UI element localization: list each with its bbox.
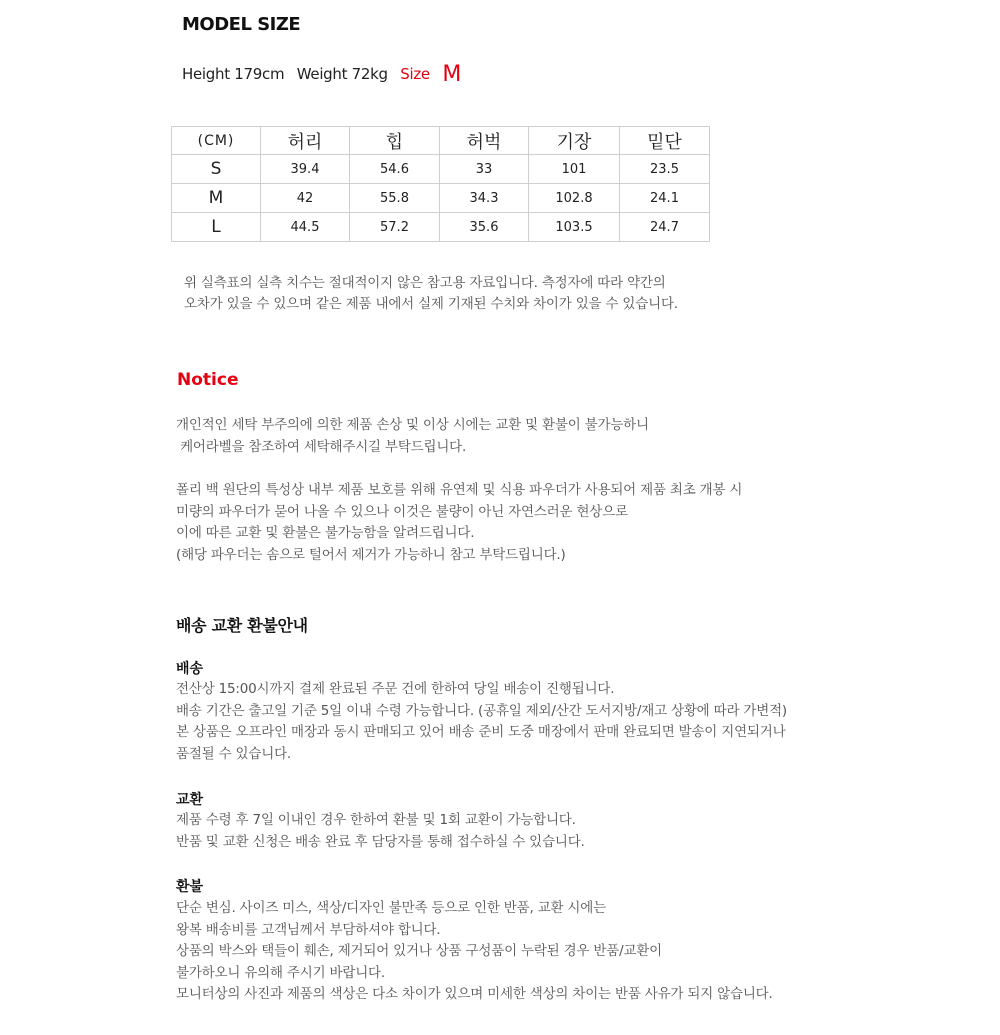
table-cell: 23.5 <box>620 155 710 184</box>
notice-paragraph-washing <box>176 415 649 458</box>
text-line: 품절될 수 있습니다. <box>176 745 292 762</box>
table-cell: 24.1 <box>620 184 710 213</box>
measurement-note <box>184 273 678 315</box>
size-label: Size <box>400 65 430 83</box>
text-line: 상품의 박스와 택들이 훼손, 제거되어 있거나 상품 구성품이 누락된 경우 반품/교환이 <box>176 943 662 959</box>
table-cell: 42 <box>261 184 350 213</box>
text-line: 전산상 15:00시까지 결제 완료된 주문 건에 한하여 당일 배송이 진행됩니다. <box>176 681 615 697</box>
text-line: 배송 기간은 출고일 기준 5일 이내 수령 가능합니다. (공휴일 제외/산간 도서지방/재고 상황에 따라 가변적) <box>176 702 787 719</box>
unit-header: (CM) <box>172 127 261 155</box>
hem-header: 밑단 <box>620 127 710 155</box>
exchange-info <box>176 810 585 853</box>
table-cell: 39.4 <box>261 155 350 184</box>
table-cell: 55.8 <box>350 184 440 213</box>
text-line: 제품 수령 후 7일 이내인 경우 한하여 환불 및 1회 교환이 가능합니다. <box>176 812 576 828</box>
model-size-title: MODEL SIZE <box>182 14 301 35</box>
table-cell: 34.3 <box>440 184 529 213</box>
text-line: 왕복 배송비를 고객님께서 부담하셔야 합니다. <box>176 921 441 938</box>
weight-value: 72kg <box>351 65 388 83</box>
size-table <box>171 126 710 242</box>
text-line: 모니터상의 사진과 제품의 색상은 다소 차이가 있으며 미세한 색상의 차이는 반품 사유가 되지 않습니다. <box>176 986 773 1002</box>
table-cell: 44.5 <box>261 213 350 242</box>
table-cell: 101 <box>529 155 620 184</box>
text-line: 반품 및 교환 신청은 배송 완료 후 담당자를 통해 접수하실 수 있습니다. <box>176 833 585 850</box>
table-cell: 35.6 <box>440 213 529 242</box>
exchange-heading: 교환 <box>176 792 204 808</box>
text-line: 폴리 백 원단의 특성상 내부 제품 보호를 위해 유연제 및 식용 파우더가 사용되어 제품 최초 개봉 시 <box>176 482 743 498</box>
size-cell: M <box>172 184 261 213</box>
size-table-header-row <box>172 127 710 155</box>
table-cell: 57.2 <box>350 213 440 242</box>
size-value: M <box>442 62 461 87</box>
thigh-header: 허벅 <box>440 127 529 155</box>
size-cell: L <box>172 213 261 242</box>
weight-label: Weight <box>296 65 348 83</box>
text-line: 불가하오니 유의해 주시기 바랍니다. <box>176 964 385 981</box>
text-line: 개인적인 세탁 부주의에 의한 제품 손상 및 이상 시에는 교환 및 환불이 불가능하니 <box>176 417 649 433</box>
delivery-info <box>176 679 787 765</box>
length-header: 기장 <box>529 127 620 155</box>
height-label: Height <box>182 65 230 83</box>
hip-header: 힙 <box>350 127 440 155</box>
text-line: 본 상품은 오프라인 매장과 동시 판매되고 있어 배송 준비 도중 매장에서 판매 완료되면 발송이 지연되거나 <box>176 724 786 740</box>
size-cell: S <box>172 155 261 184</box>
notice-title: Notice <box>177 370 239 390</box>
text-line: (해당 파우더는 솜으로 털어서 제거가 가능하니 참고 부탁드립니다.) <box>176 546 566 563</box>
refund-info <box>176 898 773 1006</box>
note-line: 위 실측표의 실측 치수는 절대적이지 않은 참고용 자료입니다. 측정자에 따라 약간의 <box>184 275 666 291</box>
table-row <box>172 155 710 184</box>
table-cell: 54.6 <box>350 155 440 184</box>
table-cell: 24.7 <box>620 213 710 242</box>
shipping-section-title: 배송 교환 환불안내 <box>176 616 308 635</box>
text-line: 이에 따른 교환 및 환불은 불가능함을 알려드립니다. <box>176 525 475 541</box>
table-row <box>172 213 710 242</box>
note-line: 오차가 있을 수 있으며 같은 제품 내에서 실제 기재된 수치와 차이가 있을 수 있습니다. <box>184 296 678 312</box>
waist-header: 허리 <box>261 127 350 155</box>
model-measurements <box>182 60 461 85</box>
table-cell: 103.5 <box>529 213 620 242</box>
text-line: 미량의 파우더가 묻어 나올 수 있으나 이것은 불량이 아닌 자연스러운 현상으로 <box>176 503 628 520</box>
text-line: 단순 변심. 사이즈 미스, 색상/디자인 불만족 등으로 인한 반품, 교환 시에는 <box>176 900 606 916</box>
text-line: 케어라벨을 참조하여 세탁해주시길 부탁드립니다. <box>176 438 467 455</box>
refund-heading: 환불 <box>176 879 204 895</box>
delivery-heading: 배송 <box>176 661 204 677</box>
height-value: 179cm <box>234 65 285 83</box>
table-cell: 33 <box>440 155 529 184</box>
notice-paragraph-powder <box>176 480 742 566</box>
table-row <box>172 184 710 213</box>
table-cell: 102.8 <box>529 184 620 213</box>
